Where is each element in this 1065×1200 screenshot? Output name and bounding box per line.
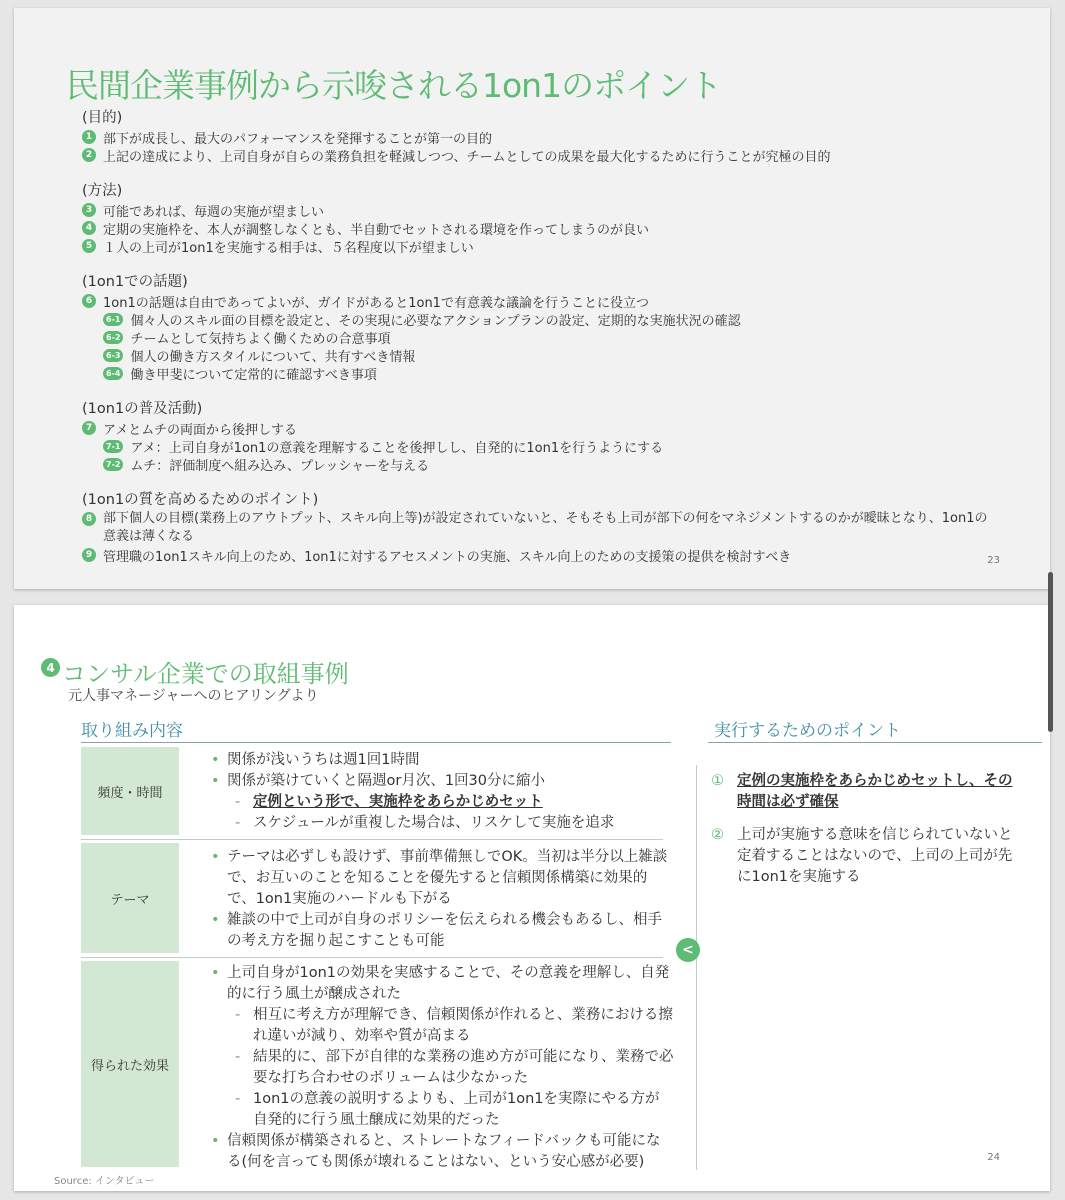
row-content-theme bbox=[209, 847, 674, 952]
row-label-theme: テーマ bbox=[81, 843, 179, 953]
item-text: 上記の達成により、上司自身が自らの業務負担を軽減しつつ、チームとしての成果を最大化するために行うことが究極の目的 bbox=[103, 149, 831, 165]
purpose-section bbox=[82, 106, 830, 164]
item-text: チームとして気持ちよく働くための合意事項 bbox=[130, 331, 391, 347]
point-item bbox=[711, 825, 1021, 888]
number-badge: 5 bbox=[82, 239, 96, 253]
point-text: 上司が実施する意味を信じられていないと定着することはないので、上司の上司が先に1on1を実施する bbox=[737, 827, 1013, 885]
row-content-effects bbox=[209, 963, 674, 1173]
section-heading: (1on1の質を高めるためのポイント) bbox=[82, 492, 319, 508]
slide-title: 民間企業事例から示唆される1on1のポイント bbox=[66, 66, 722, 105]
sub-list-item bbox=[82, 346, 741, 364]
method-section bbox=[82, 179, 649, 255]
left-column-header: 取り組み内容 bbox=[81, 721, 183, 741]
row-label-frequency: 頻度・時間 bbox=[81, 747, 179, 835]
list-item bbox=[82, 201, 649, 219]
bullet-item: • 上司自身が1on1の効果を実感することで、その意義を理解し、自発的に行う風土が醸成された bbox=[209, 963, 674, 1005]
point-number: ① bbox=[711, 773, 724, 789]
sub-number-badge: 6-1 bbox=[103, 313, 123, 326]
item-text: 個人の働き方スタイルについて、共有すべき情報 bbox=[130, 349, 416, 365]
row-content-frequency bbox=[209, 750, 674, 834]
point-number: ② bbox=[711, 827, 724, 843]
item-text: １人の上司が1on1を実施する相手は、５名程度以下が望ましい bbox=[103, 240, 474, 256]
quality-section bbox=[82, 488, 1000, 564]
item-text: 定期の実施枠を、本人が調整しなくとも、半自動でセットされる環境を作ってしまうのが良い bbox=[103, 222, 650, 238]
number-badge: 1 bbox=[82, 130, 96, 144]
item-text: アメ：上司自身が1on1の意義を理解することを後押しし、自発的に1on1を行うようにする bbox=[130, 440, 664, 456]
sub-number-badge: 7-1 bbox=[103, 440, 123, 453]
bullet-item: • 信頼関係が構築されると、ストレートなフィードバックも可能になる(何を言っても関係が壊れることはない、という安心感が必要) bbox=[209, 1131, 674, 1173]
list-item bbox=[82, 419, 663, 437]
point-text: 定例の実施枠をあらかじめセットし、その時間は必ず確保 bbox=[737, 773, 1013, 810]
item-text: 1on1の話題は自由であってよいが、ガイドがあると1on1で有意義な議論を行うことに役立つ bbox=[103, 295, 649, 311]
section-heading: (方法) bbox=[82, 183, 123, 199]
sub-bullet-item: - 相互に考え方が理解でき、信頼関係が作れると、業務における擦れ違いが減り、効率や質が高まる bbox=[209, 1005, 674, 1047]
promotion-section bbox=[82, 397, 663, 473]
list-item bbox=[82, 292, 741, 310]
number-badge: 6 bbox=[82, 294, 96, 308]
item-text: 部下個人の目標(業務上のアウトプット、スキル向上等)が設定されていないと、そもそも上司が部下の何をマネジメントするのかが曖昧となり、1on1の意義は薄くなる bbox=[103, 511, 988, 544]
sub-list-item bbox=[82, 437, 663, 455]
item-text: 働き甲斐について定常的に確認すべき事項 bbox=[130, 367, 377, 383]
item-text: 部下が成長し、最大のパフォーマンスを発揮することが第一の目的 bbox=[103, 131, 492, 147]
item-text: アメとムチの両面から後押しする bbox=[103, 422, 297, 438]
item-text: ムチ：評価制度へ組み込み、プレッシャーを与える bbox=[130, 458, 430, 474]
source-note: Source: インタビュー bbox=[54, 1176, 155, 1187]
sub-list-item bbox=[82, 455, 663, 473]
point-item bbox=[711, 771, 1021, 813]
number-badge: 8 bbox=[82, 512, 96, 526]
number-badge: 4 bbox=[41, 658, 60, 677]
emphasis-text: 定例という形で、実施枠をあらかじめセット bbox=[253, 794, 543, 810]
sub-bullet-item: - 1on1の意義の説明するよりも、上司が1on1を実際にやる方が自発的に行う風土醸成に効果的だった bbox=[209, 1089, 674, 1131]
sub-bullet-item: - スケジュールが重複した場合は、リスケして実施を追求 bbox=[209, 813, 674, 834]
list-item bbox=[82, 128, 830, 146]
item-text: 管理職の1on1スキル向上のため、1on1に対するアセスメントの実施、スキル向上のための支援策の提供を検討すべき bbox=[103, 549, 792, 565]
sub-number-badge: 6-4 bbox=[103, 367, 123, 380]
list-item bbox=[82, 237, 649, 255]
right-column-header: 実行するためのポイント bbox=[714, 721, 901, 741]
sub-number-badge: 6-3 bbox=[103, 349, 123, 362]
sub-list-item bbox=[82, 310, 741, 328]
list-item bbox=[82, 546, 1000, 564]
scrollbar[interactable] bbox=[1048, 572, 1053, 732]
sub-number-badge: 7-2 bbox=[103, 458, 123, 471]
bullet-item: • 雑談の中で上司が自身のポリシーを伝えられる機会もあるし、相手の考え方を掘り起こすことも可能 bbox=[209, 910, 674, 952]
slide-subtitle: 元人事マネージャーへのヒアリングより bbox=[68, 688, 319, 704]
bullet-item: • テーマは必ずしも設けず、事前準備無しでOK。当初は半分以上雑談で、お互いのことを知ることを優先すると信頼関係構築に効果的で、1on1実施のハードルも下がる bbox=[209, 847, 674, 910]
bullet-item: • 関係が浅いうちは週1回1時間 bbox=[209, 750, 674, 771]
slide-23 bbox=[14, 8, 1050, 589]
list-item bbox=[82, 510, 1000, 546]
divider bbox=[81, 839, 663, 840]
sub-bullet-item bbox=[209, 792, 674, 813]
column-divider bbox=[696, 765, 697, 1170]
sub-number-badge: 6-2 bbox=[103, 331, 123, 344]
item-text: 可能であれば、毎週の実施が望ましい bbox=[103, 204, 325, 220]
divider bbox=[708, 742, 1042, 743]
number-badge: 7 bbox=[82, 421, 96, 435]
page-number: 23 bbox=[987, 555, 1000, 566]
list-item bbox=[82, 219, 649, 237]
number-badge: 3 bbox=[82, 203, 96, 217]
list-item bbox=[82, 146, 830, 164]
sub-bullet-item: - 結果的に、部下が自律的な業務の進め方が可能になり、業務で必要な打ち合わせのボリュームは少なかった bbox=[209, 1047, 674, 1089]
item-text: 個々人のスキル面の目標を設定と、その実現に必要なアクションプランの設定、定期的な実施状況の確認 bbox=[130, 313, 741, 329]
section-heading: (目的) bbox=[82, 110, 123, 126]
number-badge: 2 bbox=[82, 148, 96, 162]
sub-list-item bbox=[82, 364, 741, 382]
number-badge: 9 bbox=[82, 548, 96, 562]
slide-title: コンサル企業での取組事例 bbox=[62, 660, 349, 688]
bullet-item: • 関係が築けていくと隔週or月次、1回30分に縮小 bbox=[209, 771, 674, 792]
divider bbox=[81, 957, 663, 958]
sub-list-item bbox=[82, 328, 741, 346]
section-heading: (1on1での話題) bbox=[82, 274, 188, 290]
section-heading: (1on1の普及活動) bbox=[82, 401, 203, 417]
page-number: 24 bbox=[987, 1152, 1000, 1163]
row-label-effects: 得られた効果 bbox=[81, 961, 179, 1167]
slide-24 bbox=[14, 605, 1050, 1191]
topics-section bbox=[82, 270, 741, 382]
divider bbox=[81, 742, 671, 743]
chevron-left-icon: < bbox=[676, 938, 700, 962]
number-badge: 4 bbox=[82, 221, 96, 235]
